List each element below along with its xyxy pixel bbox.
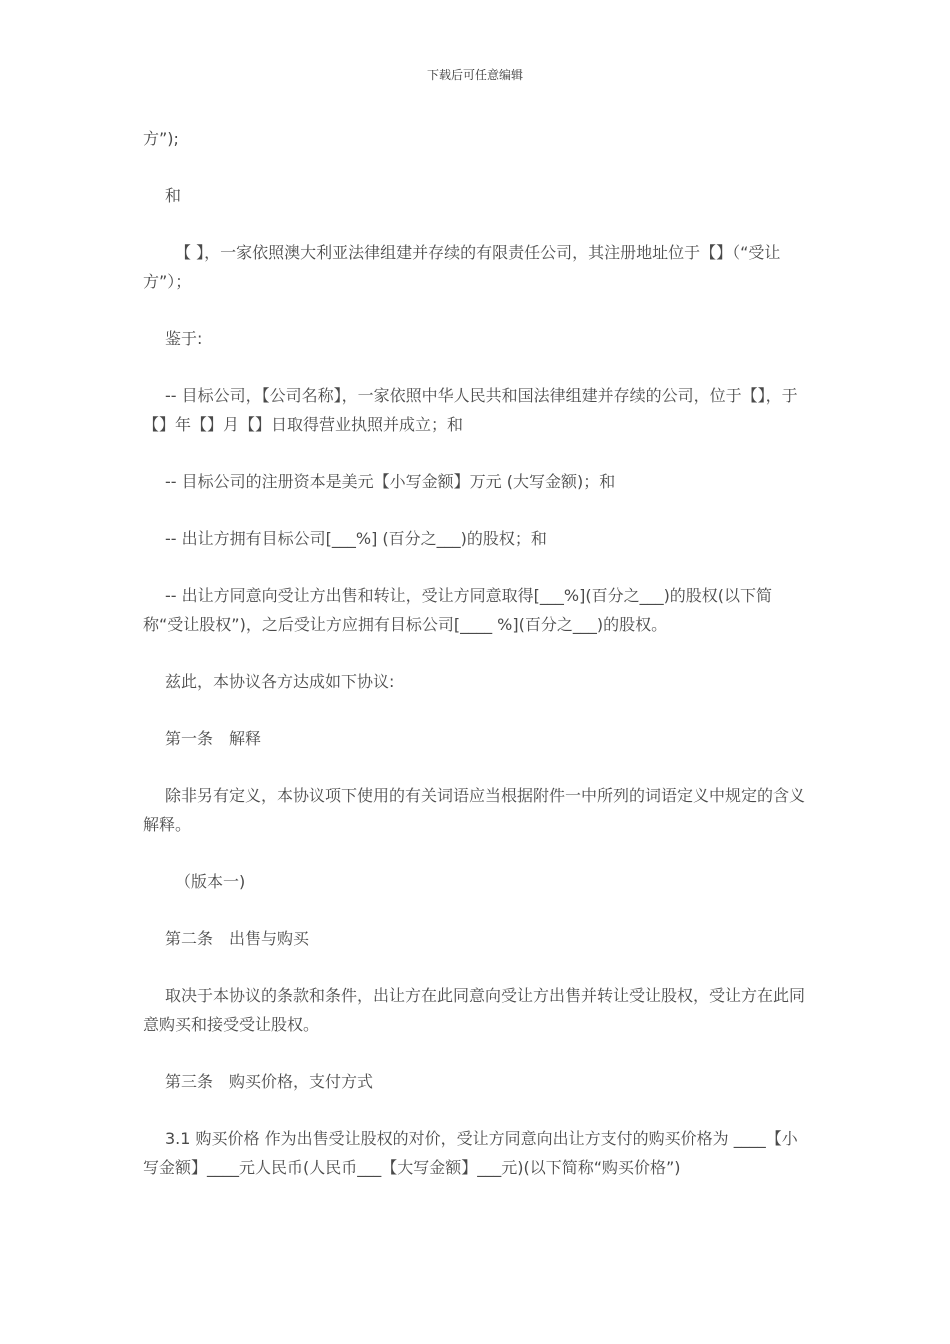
paragraph-target-company: -- 目标公司，【公司名称】，一家依照中华人民共和国法律组建并存续的公司，位于【】，于【】年【】月【】日取得营业执照并成立；和 — [143, 386, 798, 434]
paragraph-purchase-price: 3.1 购买价格 作为出售受让股权的对价，受让方同意向出让方支付的购买价格为 ____【小写金额】____元人民币(人民币___【大写金额】___元)(以下简称“购买价格”) — [143, 1129, 798, 1177]
article-3-heading: 第三条 购买价格，支付方式 — [165, 1072, 374, 1091]
paragraph-version-one: （版本一) — [175, 872, 246, 891]
paragraph-whereas: 鉴于: — [165, 329, 203, 348]
paragraph-transferee: 【 】，一家依照澳大利亚法律组建并存续的有限责任公司，其注册地址位于【】（“受让方”）； — [143, 243, 781, 291]
paragraph-hereby: 兹此，本协议各方达成如下协议: — [165, 672, 395, 691]
paragraph-transfer-agreement: -- 出让方同意向受让方出售和转让，受让方同意取得[___%](百分之___)的股权(以下简称“受让股权”)，之后受让方应拥有目标公司[____ %](百分之___)的股权。 — [143, 586, 773, 634]
paragraph-transferor-suffix: 方”); — [143, 129, 179, 148]
article-2-heading: 第二条 出售与购买 — [165, 929, 310, 948]
page-header: 下载后可任意编辑 — [426, 68, 523, 82]
paragraph-definitions: 除非另有定义，本协议项下使用的有关词语应当根据附件一中所列的词语定义中规定的含义解释。 — [143, 786, 806, 834]
paragraph-and: 和 — [165, 186, 182, 205]
paragraph-transferor-equity: -- 出让方拥有目标公司[___%] (百分之___)的股权；和 — [165, 529, 547, 548]
paragraph-sale-purchase: 取决于本协议的条款和条件，出让方在此同意向受让方出售并转让受让股权，受让方在此同意购买和接受受让股权。 — [143, 986, 806, 1034]
article-1-heading: 第一条 解释 — [165, 729, 262, 748]
paragraph-registered-capital: -- 目标公司的注册资本是美元【小写金额】万元 (大写金额)；和 — [165, 472, 616, 491]
document-body — [143, 124, 807, 1210]
